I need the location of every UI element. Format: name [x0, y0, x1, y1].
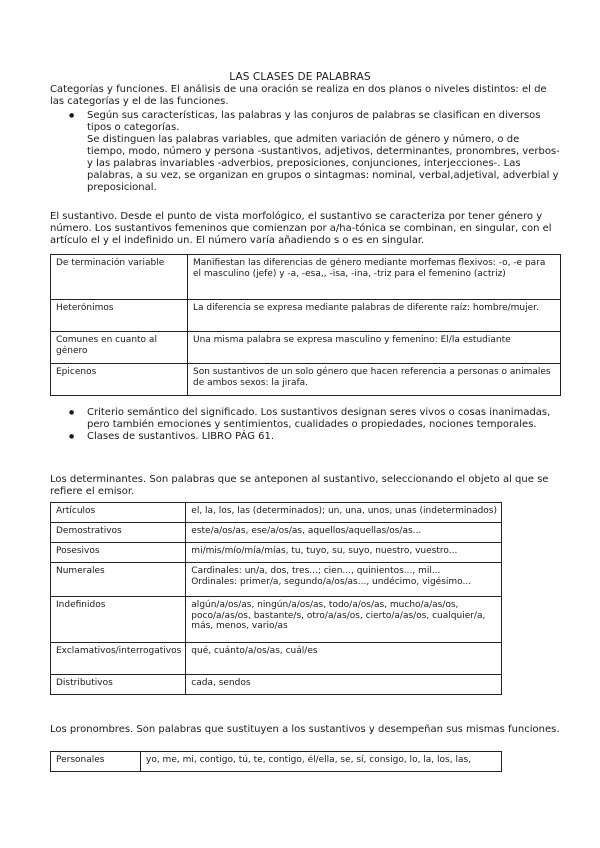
table-row — [51, 752, 502, 772]
pronombres-table — [50, 751, 502, 772]
description-cell: La diferencia se expresa mediante palabras de diferente raíz: hombre/mujer. — [188, 300, 561, 332]
term-cell: Comunes en cuanto al género — [51, 332, 188, 364]
pronombres-paragraph: Los pronombres. Son palabras que sustituyen a los sustantivos y desempeñan sus mismas funciones. — [50, 724, 560, 735]
intro-paragraph: Categorías y funciones. El análisis de una oración se realiza en dos planos o niveles distintos: el de las categorías y el de las funciones. — [50, 84, 547, 107]
term-cell: Indefinidos — [51, 597, 186, 643]
bullet-list-categorias — [50, 110, 560, 194]
term-cell: Personales — [51, 752, 141, 772]
table-row — [51, 332, 561, 364]
table-row — [51, 364, 561, 396]
description-cell: yo, me, mi, contigo, tú, te, contigo, él/ella, se, sí, consigo, lo, la, los, las, — [141, 752, 502, 772]
table-row — [51, 300, 561, 332]
term-cell: Artículos — [51, 503, 186, 523]
description-cell: Manifiestan las diferencias de género mediante morfemas flexivos: -o, -e para el masculino (jefe) y -a, -esa,, -isa, -ina, -triz para el femenino (actriz) — [188, 255, 561, 300]
table-row — [51, 597, 502, 643]
term-cell: Exclamativos/interrogativos — [51, 643, 186, 675]
term-cell: Posesivos — [51, 543, 186, 563]
term-cell: De terminación variable — [51, 255, 188, 300]
description-cell: algún/a/os/as, ningún/a/os/as, todo/a/os/as, mucho/a/as/os, poco/a/as/os, bastante/s, otro/a/as/os, cierto/a/as/os, cualquier/a, más, menos, vario/as — [186, 597, 502, 643]
term-cell: Numerales — [51, 563, 186, 597]
description-cell: cada, sendos — [186, 675, 502, 695]
genero-table — [50, 254, 561, 396]
table-row — [51, 503, 502, 523]
term-cell: Heterónimos — [51, 300, 188, 332]
description-cell: Cardinales: un/a, dos, tres...; cien..., quinientos..., mil... Ordinales: primer/a, segundo/a/os/as..., undécimo, vigésimo... — [186, 563, 502, 597]
table-row — [51, 675, 502, 695]
description-cell: el, la, los, las (determinados); un, una, unos, unas (indeterminados) — [186, 503, 502, 523]
table-row — [51, 543, 502, 563]
list-item: ● Criterio semántico del significado. Los sustantivos designan seres vivos o cosas inanimadas, pero también emociones y sentimientos, cualidades o propiedades, nociones temporales. — [50, 407, 560, 431]
list-item-continuation: Se distinguen las palabras variables, que admiten variación de género y número, o de tiempo, modo, número y persona -sustantivos, adjetivos, determinantes, pronombres, verbos- y las palabras invariables -adverbios, preposiciones, conjunciones, interjecciones-. Las palabras, a su vez, se organizan en grupos o sintagmas: nominal, verbal,adjetival, adverbial y preposicional. — [87, 134, 560, 193]
determinantes-paragraph: Los determinantes. Son palabras que se anteponen al sustantivo, seleccionando el objeto al que se refiere el emisor. — [50, 474, 549, 497]
determinantes-table — [50, 502, 502, 695]
list-item: ● Según sus características, las palabras y las conjuros de palabras se clasifican en diversos tipos o categorías. — [50, 110, 560, 134]
page-title: LAS CLASES DE PALABRAS — [229, 71, 371, 83]
sustantivo-paragraph: El sustantivo. Desde el punto de vista morfológico, el sustantivo se caracteriza por tener género y número. Los sustantivos femeninos que comienzan por a/ha-tónica se combinan, en singular, con el artículo el y el indefinido un. El número varía añadiendo s o es en singular. — [50, 211, 552, 246]
table-row — [51, 255, 561, 300]
description-cell: Son sustantivos de un solo género que hacen referencia a personas o animales de ambos sexos: la jirafa. — [188, 364, 561, 396]
term-cell: Distributivos — [51, 675, 186, 695]
description-cell: este/a/os/as, ese/a/os/as, aquellos/aquellas/os/as... — [186, 523, 502, 543]
term-cell: Demostrativos — [51, 523, 186, 543]
term-cell: Epicenos — [51, 364, 188, 396]
table-row — [51, 643, 502, 675]
list-item: ● Clases de sustantivos. LIBRO PÁG 61. — [50, 431, 560, 443]
bullet-list-sustantivos — [50, 407, 560, 443]
description-cell: Una misma palabra se expresa masculino y femenino: El/la estudiante — [188, 332, 561, 364]
description-cell: mi/mis/mío/mía/mías, tu, tuyo, su, suyo, nuestro, vuestro... — [186, 543, 502, 563]
table-row — [51, 563, 502, 597]
description-cell: qué, cuánto/a/os/as, cuál/es — [186, 643, 502, 675]
table-row — [51, 523, 502, 543]
